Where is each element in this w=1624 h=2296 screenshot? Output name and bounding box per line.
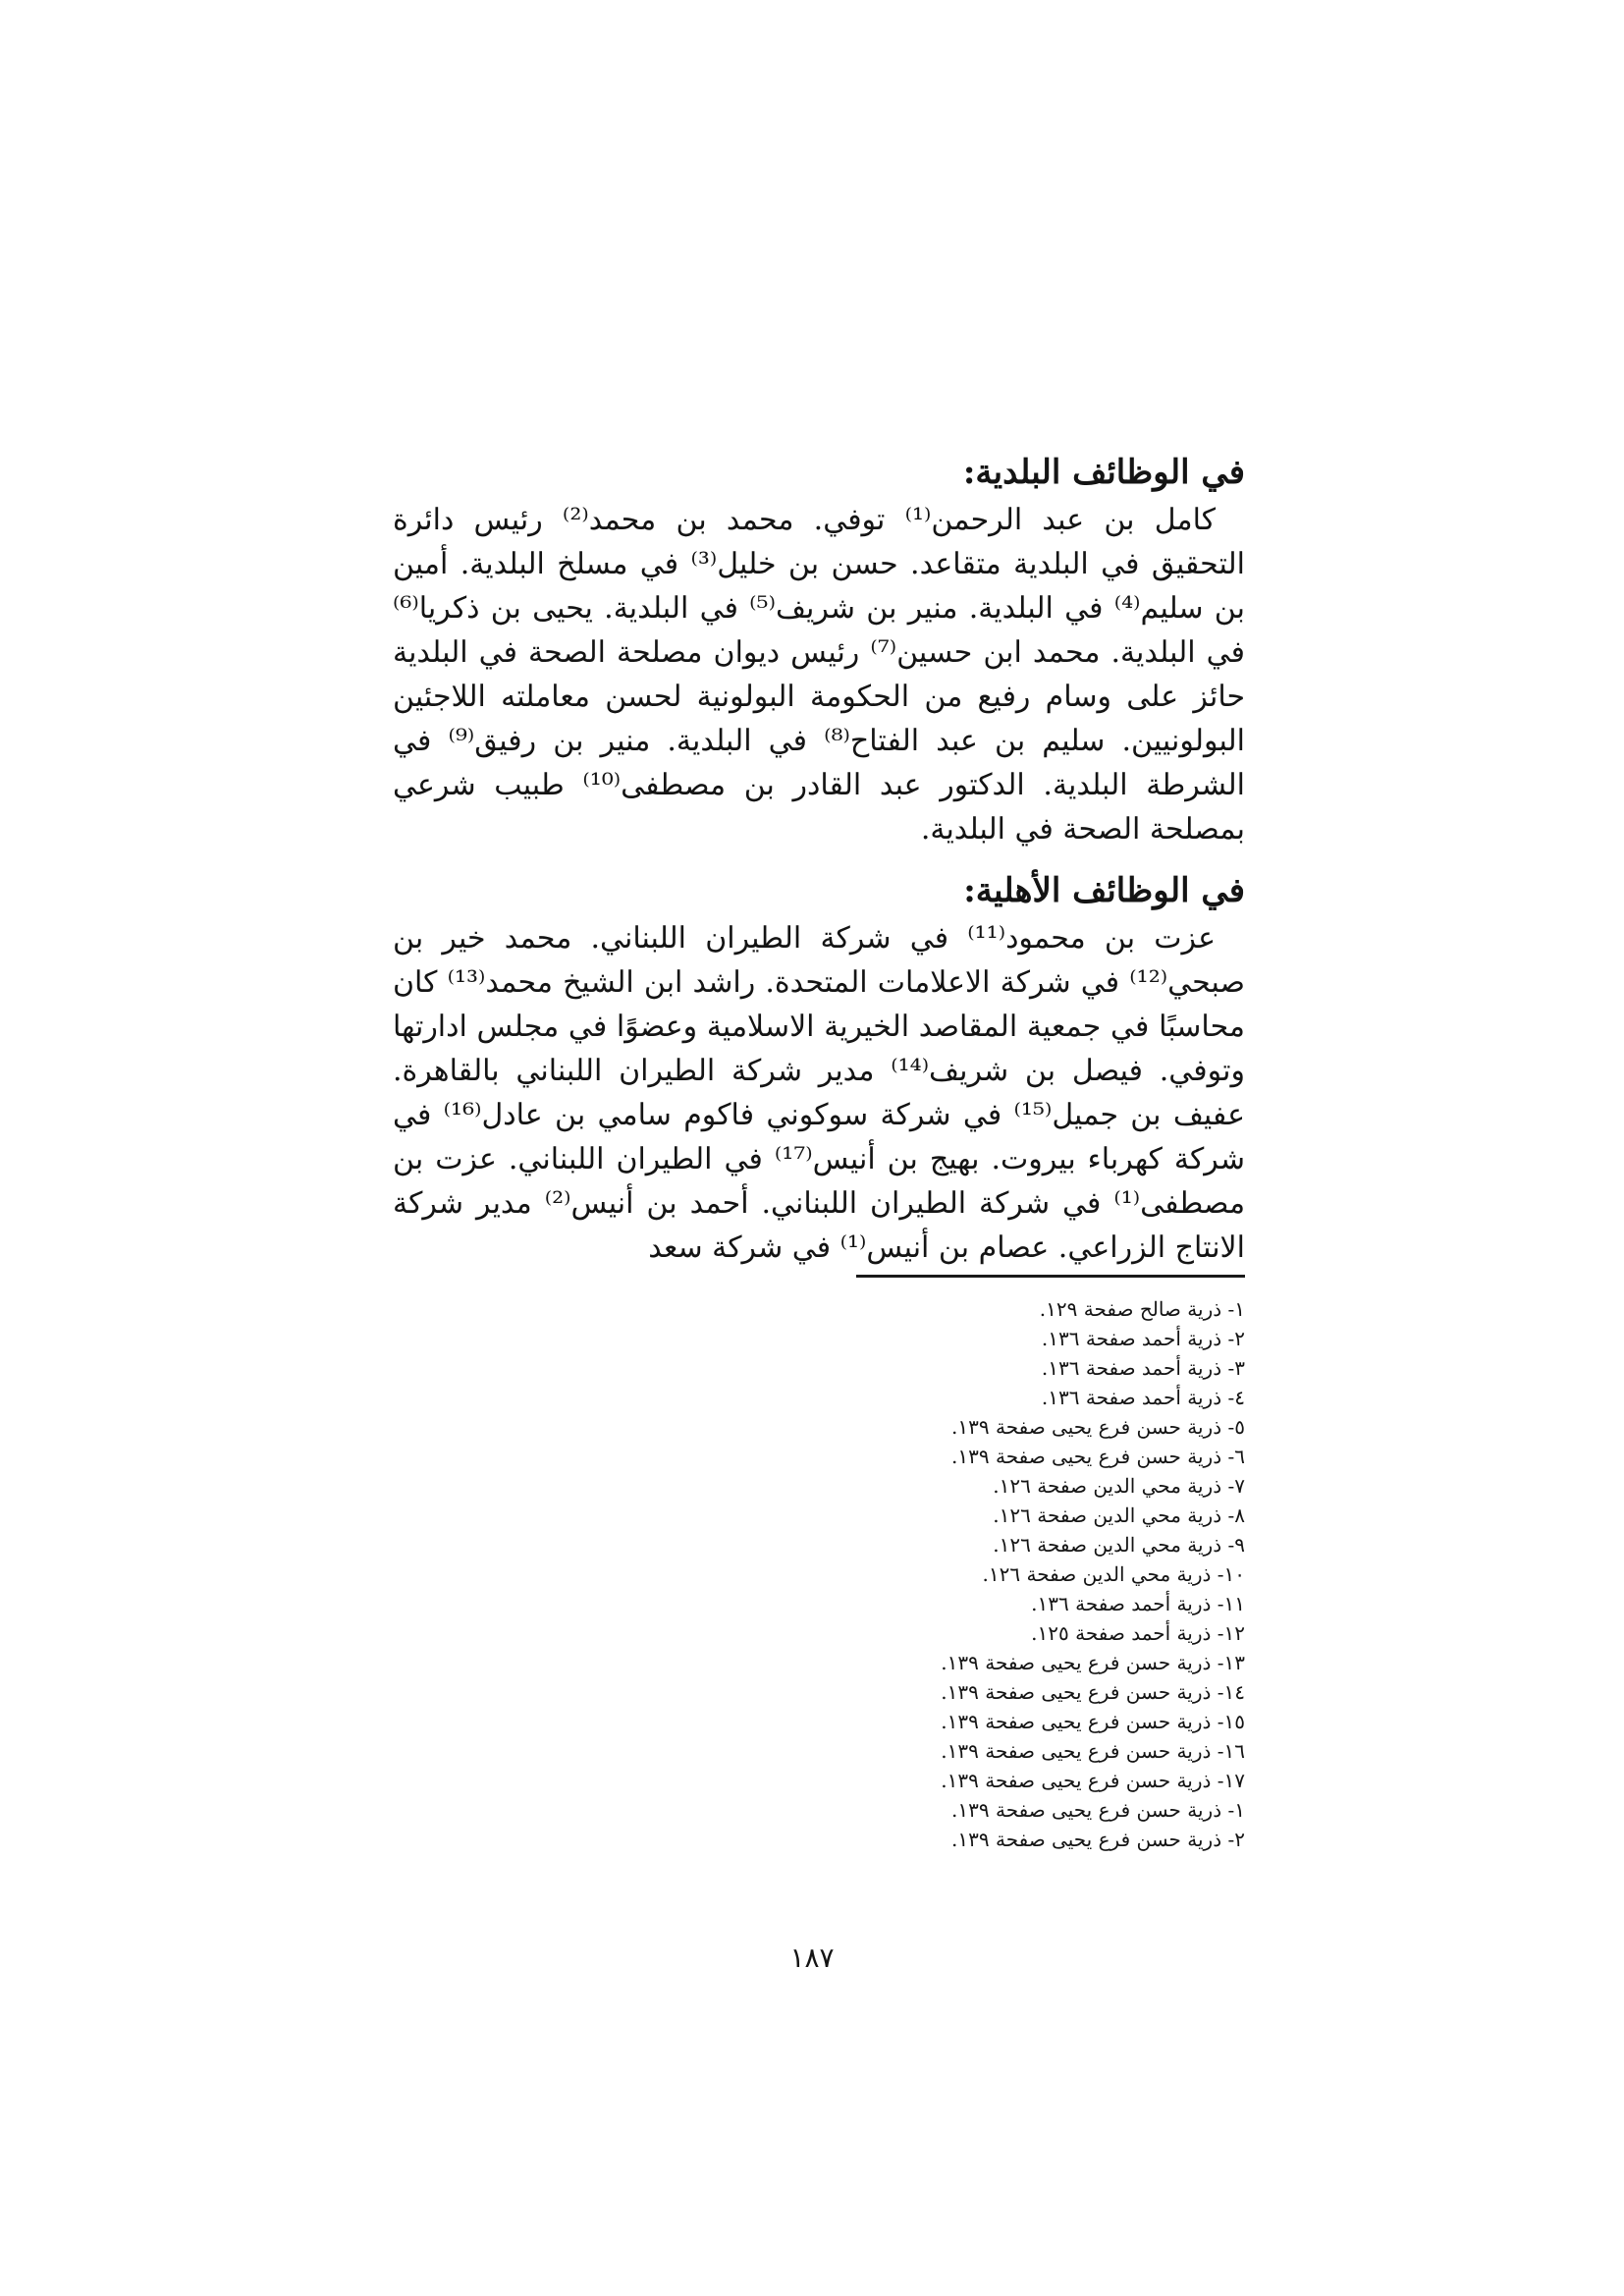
footnote-list [734, 1294, 1245, 1854]
footnote-item: ٣- ذرية أحمد صفحة ١٣٦. [1041, 1356, 1245, 1380]
paragraph-municipal [393, 498, 1245, 851]
footnote-item: ١٤- ذرية حسن فرع يحيى صفحة ١٣٩. [941, 1680, 1245, 1704]
footnote-item: ١- ذرية صالح صفحة ١٢٩. [1039, 1297, 1245, 1321]
footnote-divider [856, 1275, 1245, 1278]
footnote-item: ١- ذرية حسن فرع يحيى صفحة ١٣٩. [951, 1798, 1245, 1822]
footnote-item: ١٢- ذرية أحمد صفحة ١٢٥. [1031, 1621, 1245, 1645]
footnote-item: ١٣- ذرية حسن فرع يحيى صفحة ١٣٩. [941, 1651, 1245, 1674]
footnote-item: ٩- ذرية محي الدين صفحة ١٢٦. [993, 1533, 1245, 1557]
section-heading-private: في الوظائف الأهلية: [963, 871, 1245, 910]
footnote-item: ٢- ذرية حسن فرع يحيى صفحة ١٣٩. [951, 1828, 1245, 1851]
footnote-item: ٢- ذرية أحمد صفحة ١٣٦. [1041, 1327, 1245, 1350]
footnote-item: ١١- ذرية أحمد صفحة ١٣٦. [1031, 1592, 1245, 1615]
footnote-item: ٤- ذرية أحمد صفحة ١٣٦. [1041, 1386, 1245, 1409]
paragraph-private-text: عزت بن محمود⁽¹¹⁾ في شركة الطيران اللبناني. محمد خير بن صبحي⁽¹²⁾ في شركة الاعلامات المتحدة. راشد ابن الشيخ محمد⁽¹³⁾ كان محاسبًا في جمعية المقاصد الخيرية الاسلامية وعضوًا في مجلس ادارتها وتوفي. فيصل بن شريف⁽¹⁴⁾ مدير شركة الطيران اللبناني بالقاهرة. عفيف بن جميل⁽¹⁵⁾ في شركة سوكوني فاكوم سامي بن عادل⁽¹⁶⁾ في شركة كهرباء بيروت. بهيج بن أنيس⁽¹⁷⁾ في الطيران اللبناني. عزت بن مصطفى⁽¹⁾ في شركة الطيران اللبناني. أحمد بن أنيس⁽²⁾ مدير شركة الانتاج الزراعي. عصام بن أنيس⁽¹⁾ في شركة سعد [393, 921, 1246, 1265]
main-text [393, 447, 1245, 1270]
footnote-item: ٥- ذرية حسن فرع يحيى صفحة ١٣٩. [951, 1415, 1245, 1439]
footnote-item: ١٠- ذرية محي الدين صفحة ١٢٦. [982, 1562, 1245, 1586]
footnote-item: ١٦- ذرية حسن فرع يحيى صفحة ١٣٩. [941, 1739, 1245, 1763]
section-heading-municipal: في الوظائف البلدية: [962, 453, 1245, 492]
paragraph-private [393, 916, 1245, 1270]
page-number: ١٨٧ [789, 1941, 835, 1974]
footnote-item: ١٧- ذرية حسن فرع يحيى صفحة ١٣٩. [941, 1769, 1245, 1792]
footnote-item: ٦- ذرية حسن فرع يحيى صفحة ١٣٩. [951, 1445, 1245, 1468]
footnote-item: ٧- ذرية محي الدين صفحة ١٢٦. [993, 1474, 1245, 1498]
footnote-item: ١٥- ذرية حسن فرع يحيى صفحة ١٣٩. [941, 1710, 1245, 1733]
footnote-item: ٨- ذرية محي الدين صفحة ١٢٦. [993, 1503, 1245, 1527]
paragraph-municipal-text: كامل بن عبد الرحمن⁽¹⁾ توفي. محمد بن محمد⁽²⁾ رئيس دائرة التحقيق في البلدية متقاعد. حسن بن خليل⁽³⁾ في مسلخ البلدية. أمين بن سليم⁽⁴⁾ في البلدية. منير بن شريف⁽⁵⁾ في البلدية. يحيى بن ذكريا⁽⁶⁾ في البلدية. محمد ابن حسين⁽⁷⁾ رئيس ديوان مصلحة الصحة في البلدية حائز على وسام رفيع من الحكومة البولونية لحسن معاملته اللاجئين البولونيين. سليم بن عبد الفتاح⁽⁸⁾ في البلدية. منير بن رفيق⁽⁹⁾ في الشرطة البلدية. الدكتور عبد القادر بن مصطفى⁽¹⁰⁾ طبيب شرعي بمصلحة الصحة في البلدية. [393, 503, 1245, 847]
